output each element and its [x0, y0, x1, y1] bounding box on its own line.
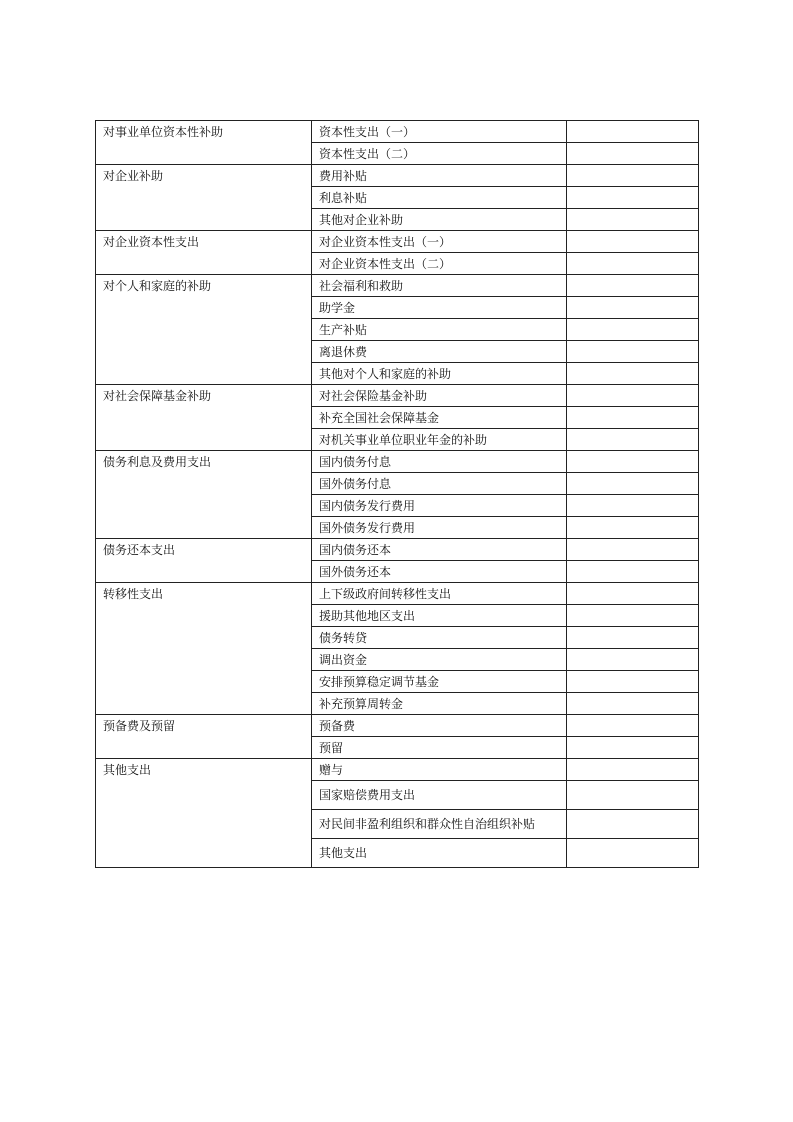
item-cell: 对社会保险基金补助	[312, 385, 567, 407]
value-cell	[567, 253, 699, 275]
item-cell: 国内债务发行费用	[312, 495, 567, 517]
value-cell	[567, 759, 699, 781]
value-cell	[567, 693, 699, 715]
value-cell	[567, 649, 699, 671]
value-cell	[567, 473, 699, 495]
category-cell: 其他支出	[96, 759, 312, 868]
item-cell: 其他对企业补助	[312, 209, 567, 231]
table-row	[96, 121, 699, 143]
item-cell: 资本性支出（一）	[312, 121, 567, 143]
item-cell: 生产补贴	[312, 319, 567, 341]
value-cell	[567, 143, 699, 165]
item-cell: 上下级政府间转移性支出	[312, 583, 567, 605]
value-cell	[567, 341, 699, 363]
table-row	[96, 231, 699, 253]
item-cell: 社会福利和救助	[312, 275, 567, 297]
table-row	[96, 451, 699, 473]
value-cell	[567, 231, 699, 253]
value-cell	[567, 671, 699, 693]
category-cell: 对个人和家庭的补助	[96, 275, 312, 385]
category-cell: 对企业资本性支出	[96, 231, 312, 275]
item-cell: 其他对个人和家庭的补助	[312, 363, 567, 385]
item-cell: 离退休费	[312, 341, 567, 363]
item-cell: 调出资金	[312, 649, 567, 671]
value-cell	[567, 407, 699, 429]
item-cell: 对机关事业单位职业年金的补助	[312, 429, 567, 451]
item-cell: 赠与	[312, 759, 567, 781]
item-cell: 补充预算周转金	[312, 693, 567, 715]
item-cell: 预备费	[312, 715, 567, 737]
category-cell: 转移性支出	[96, 583, 312, 715]
value-cell	[567, 781, 699, 810]
value-cell	[567, 605, 699, 627]
item-cell: 安排预算稳定调节基金	[312, 671, 567, 693]
table-row	[96, 165, 699, 187]
table-row	[96, 539, 699, 561]
value-cell	[567, 121, 699, 143]
value-cell	[567, 451, 699, 473]
expenditure-table	[95, 120, 699, 868]
category-cell: 对事业单位资本性补助	[96, 121, 312, 165]
value-cell	[567, 627, 699, 649]
value-cell	[567, 429, 699, 451]
value-cell	[567, 561, 699, 583]
table-row	[96, 759, 699, 781]
item-cell: 对企业资本性支出（二）	[312, 253, 567, 275]
item-cell: 对民间非盈利组织和群众性自治组织补贴	[312, 810, 567, 839]
value-cell	[567, 495, 699, 517]
item-cell: 国家赔偿费用支出	[312, 781, 567, 810]
value-cell	[567, 363, 699, 385]
item-cell: 国外债务发行费用	[312, 517, 567, 539]
table-row	[96, 715, 699, 737]
item-cell: 补充全国社会保障基金	[312, 407, 567, 429]
item-cell: 其他支出	[312, 839, 567, 868]
value-cell	[567, 187, 699, 209]
category-cell: 债务利息及费用支出	[96, 451, 312, 539]
item-cell: 国外债务付息	[312, 473, 567, 495]
category-cell: 对企业补助	[96, 165, 312, 231]
item-cell: 利息补贴	[312, 187, 567, 209]
value-cell	[567, 165, 699, 187]
value-cell	[567, 275, 699, 297]
value-cell	[567, 583, 699, 605]
category-cell: 对社会保障基金补助	[96, 385, 312, 451]
category-cell: 债务还本支出	[96, 539, 312, 583]
item-cell: 助学金	[312, 297, 567, 319]
value-cell	[567, 810, 699, 839]
item-cell: 费用补贴	[312, 165, 567, 187]
value-cell	[567, 319, 699, 341]
category-cell: 预备费及预留	[96, 715, 312, 759]
value-cell	[567, 737, 699, 759]
value-cell	[567, 517, 699, 539]
value-cell	[567, 539, 699, 561]
value-cell	[567, 385, 699, 407]
item-cell: 国内债务付息	[312, 451, 567, 473]
table-body	[96, 121, 699, 868]
table-row	[96, 385, 699, 407]
item-cell: 资本性支出（二）	[312, 143, 567, 165]
item-cell: 预留	[312, 737, 567, 759]
value-cell	[567, 715, 699, 737]
value-cell	[567, 209, 699, 231]
item-cell: 对企业资本性支出（一）	[312, 231, 567, 253]
item-cell: 援助其他地区支出	[312, 605, 567, 627]
item-cell: 国内债务还本	[312, 539, 567, 561]
item-cell: 国外债务还本	[312, 561, 567, 583]
item-cell: 债务转贷	[312, 627, 567, 649]
table-row	[96, 275, 699, 297]
table-row	[96, 583, 699, 605]
value-cell	[567, 839, 699, 868]
value-cell	[567, 297, 699, 319]
